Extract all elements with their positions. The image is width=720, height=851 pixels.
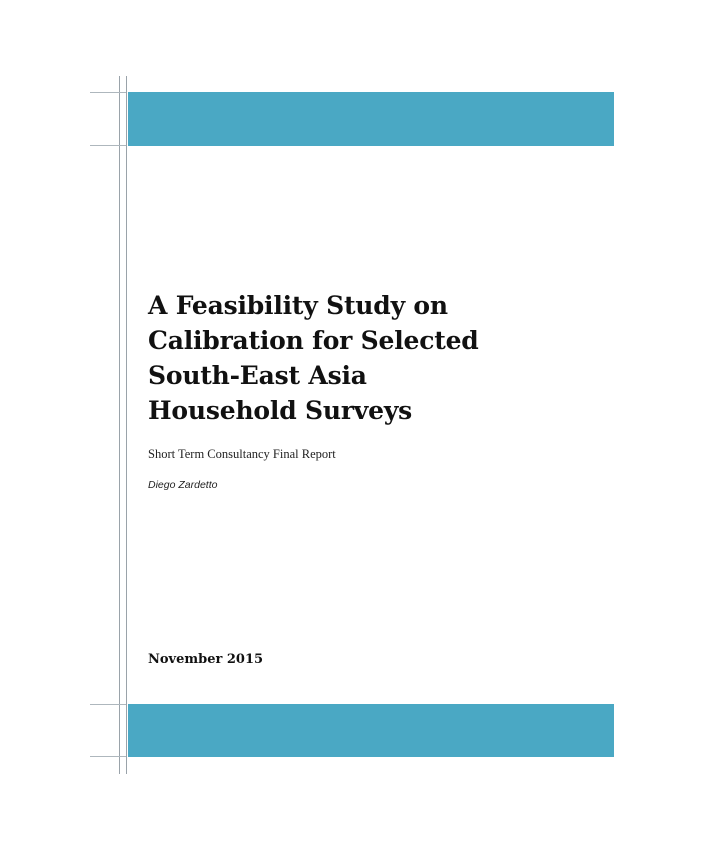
- top-band-lower-rule: [90, 145, 126, 146]
- title-line: Calibration for Selected: [148, 326, 479, 355]
- top-band-upper-rule: [90, 92, 126, 93]
- title-line: South-East Asia: [148, 361, 367, 390]
- margin-rule-inner: [126, 76, 127, 774]
- report-author: Diego Zardetto: [148, 479, 218, 491]
- title-line: Household Surveys: [148, 396, 413, 425]
- top-accent-band: [128, 92, 614, 146]
- bottom-accent-band: [128, 704, 614, 757]
- report-title: [148, 288, 568, 428]
- report-subtitle: Short Term Consultancy Final Report: [148, 447, 336, 461]
- margin-rule-outer: [119, 76, 120, 774]
- bottom-band-lower-rule: [90, 756, 126, 757]
- bottom-band-upper-rule: [90, 704, 126, 705]
- title-line: A Feasibility Study on: [148, 291, 448, 320]
- report-date: November 2015: [148, 652, 264, 667]
